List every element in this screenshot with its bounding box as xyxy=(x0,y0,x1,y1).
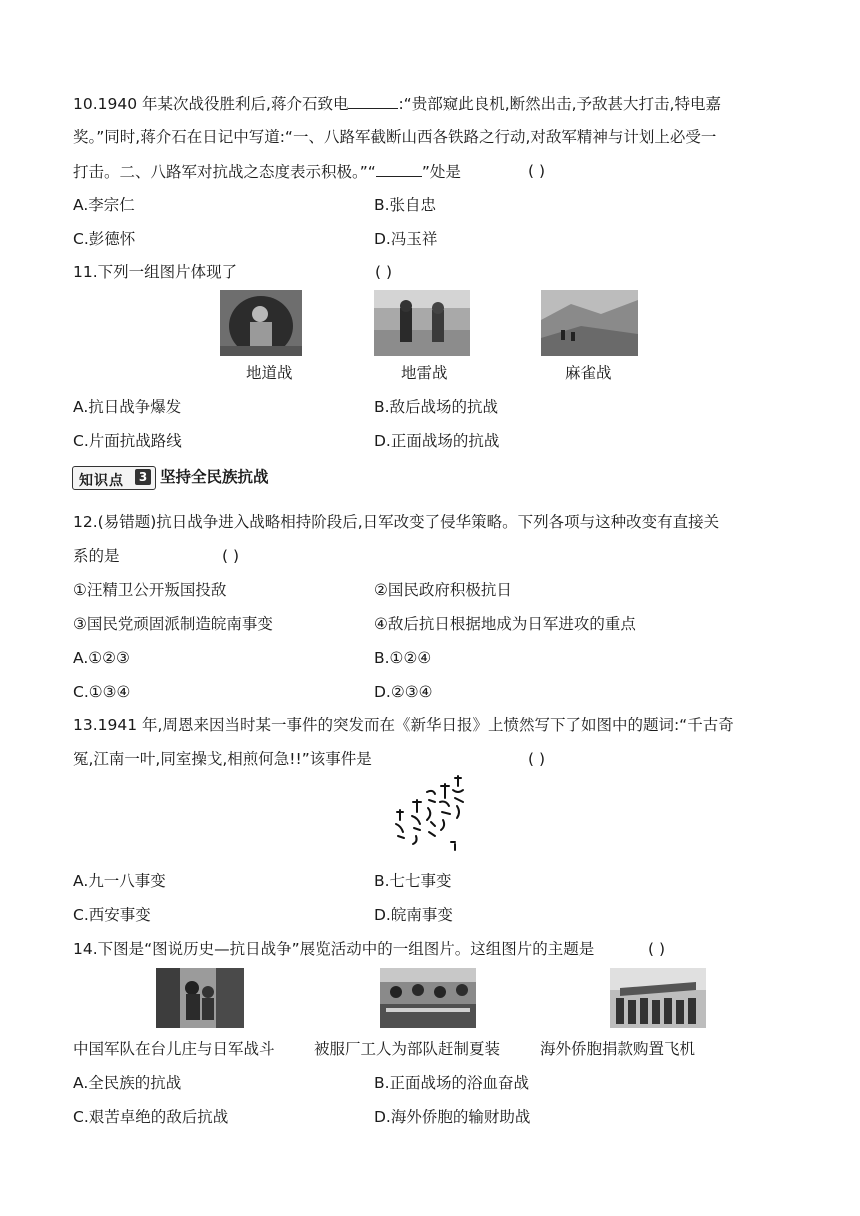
q10-line2: 奖。”同时,蒋介石在日记中写道:“一、八路军截断山西各铁路之行动,对敌军精神与计划上必受一 xyxy=(73,128,717,146)
tunnel-warfare-photo xyxy=(220,290,302,356)
q14-caption-2: 被服厂工人为部队赶制夏装 xyxy=(314,1040,501,1058)
q12-item-1: ①汪精卫公开叛国投敌 xyxy=(73,581,227,599)
section-title: 坚持全民族抗战 xyxy=(160,468,269,486)
q13-option-d: D.皖南事变 xyxy=(374,906,453,924)
q13-option-c: C.西安事变 xyxy=(73,906,151,924)
mine-warfare-photo xyxy=(374,290,470,356)
q11-option-c: C.片面抗战路线 xyxy=(73,432,182,450)
answer-blank xyxy=(376,164,422,177)
q12-item-4: ④敌后抗日根据地成为日军进攻的重点 xyxy=(374,615,636,633)
q10-answer-paren: ( ) xyxy=(528,162,546,180)
q13-line2: 冤,江南一叶,同室操戈,相煎何急!!”该事件是 xyxy=(73,750,372,768)
q12-item-3: ③国民党顽固派制造皖南事变 xyxy=(73,615,273,633)
calligraphy-inscription-image xyxy=(385,772,469,860)
q10-option-c: C.彭德怀 xyxy=(73,230,136,248)
q12-line2: 系的是 xyxy=(73,547,120,565)
q10-option-b: B.张自忠 xyxy=(374,196,437,214)
q14-option-b: B.正面战场的浴血奋战 xyxy=(374,1074,530,1092)
q11-stem: 11.下列一组图片体现了 xyxy=(73,263,238,281)
q11-option-d: D.正面战场的抗战 xyxy=(374,432,500,450)
sparrow-warfare-photo xyxy=(541,290,638,356)
q10-option-d: D.冯玉祥 xyxy=(374,230,438,248)
q12-option-d: D.②③④ xyxy=(374,683,433,701)
q11-caption-1: 地道战 xyxy=(246,364,293,382)
q13-option-b: B.七七事变 xyxy=(374,872,452,890)
q12-option-c: C.①③④ xyxy=(73,683,131,701)
q14-option-d: D.海外侨胞的输财助战 xyxy=(374,1108,531,1126)
taierzhuang-battle-photo xyxy=(156,968,244,1028)
q13-line1: 13.1941 年,周恩来因当时某一事件的突发而在《新华日报》上愤然写下了如图中的题词:“千古奇 xyxy=(73,716,734,734)
q11-option-a: A.抗日战争爆发 xyxy=(73,398,182,416)
q14-caption-3: 海外侨胞捐款购置飞机 xyxy=(540,1040,696,1058)
q12-item-2: ②国民政府积极抗日 xyxy=(374,581,512,599)
q14-caption-1: 中国军队在台儿庄与日军战斗 xyxy=(73,1040,275,1058)
q11-option-b: B.敌后战场的抗战 xyxy=(374,398,499,416)
answer-blank xyxy=(348,96,398,109)
q14-stem: 14.下图是“图说历史—抗日战争”展览活动中的一组图片。这组图片的主题是 xyxy=(73,940,595,958)
q10-line1: 10.1940 年某次战役胜利后,蒋介石致电 :“贵部窥此良机,断然出击,予敌甚大打击,特电嘉 xyxy=(73,95,721,113)
q11-caption-2: 地雷战 xyxy=(401,364,448,382)
q12-line1: 12.(易错题)抗日战争进入战略相持阶段后,日军改变了侵华策略。下列各项与这种改变有直接关 xyxy=(73,513,720,531)
q12-option-a: A.①②③ xyxy=(73,649,130,667)
q11-caption-3: 麻雀战 xyxy=(565,364,612,382)
q10-line3: 打击。二、八路军对抗战之态度表示积极。”“ ”处是 xyxy=(73,163,461,181)
q14-option-a: A.全民族的抗战 xyxy=(73,1074,182,1092)
knowledge-point-badge: 知识点 3 xyxy=(72,466,156,490)
q12-option-b: B.①②④ xyxy=(374,649,432,667)
overseas-chinese-aircraft-photo xyxy=(610,968,706,1028)
q10-option-a: A.李宗仁 xyxy=(73,196,135,214)
q12-answer-paren: ( ) xyxy=(222,547,240,565)
q14-option-c: C.艰苦卓绝的敌后抗战 xyxy=(73,1108,229,1126)
q13-answer-paren: ( ) xyxy=(528,750,546,768)
q13-option-a: A.九一八事变 xyxy=(73,872,166,890)
uniform-factory-photo xyxy=(380,968,476,1028)
q11-answer-paren: ( ) xyxy=(375,263,393,281)
q14-answer-paren: ( ) xyxy=(648,940,666,958)
